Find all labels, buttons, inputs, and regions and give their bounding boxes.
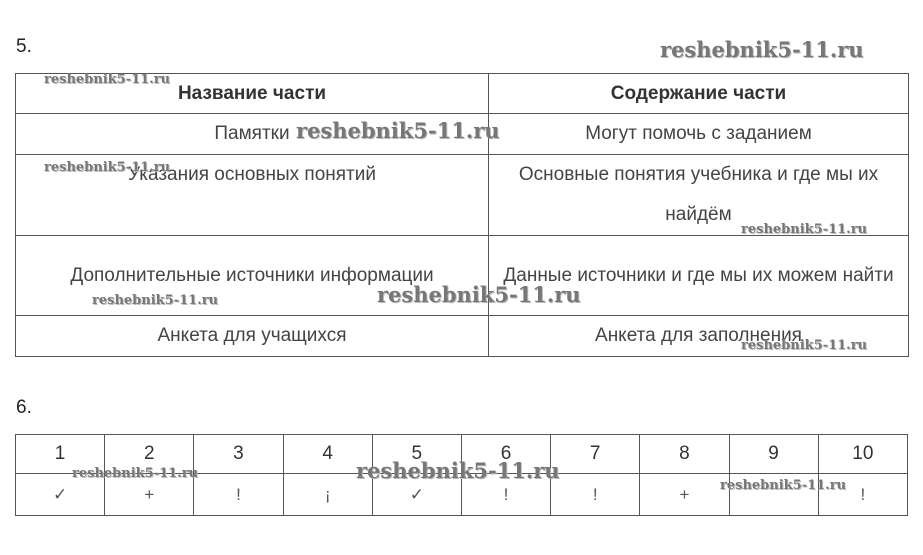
table-cell: Дополнительные источники информации: [16, 236, 489, 316]
answer-mark: !: [818, 474, 907, 516]
table-cell: Могут помочь с заданием: [489, 114, 909, 155]
answer-mark: !: [551, 474, 640, 516]
watermark: reshebnik5-11.ru: [741, 222, 868, 237]
answer-mark: ✓: [372, 474, 461, 516]
answer-mark: ✓: [16, 474, 105, 516]
watermark: reshebnik5-11.ru: [296, 118, 500, 143]
answer-mark: +: [105, 474, 194, 516]
watermark: reshebnik5-11.ru: [741, 338, 868, 353]
table-cell: Анкета для учащихся: [16, 316, 489, 357]
column-number: 4: [283, 435, 372, 474]
watermark: reshebnik5-11.ru: [72, 466, 199, 481]
answer-mark: [729, 474, 818, 516]
task-5-table: [15, 73, 909, 357]
table-cell: Указания основных понятий: [16, 155, 489, 236]
watermark: reshebnik5-11.ru: [377, 282, 581, 307]
column-number: 2: [105, 435, 194, 474]
watermark: reshebnik5-11.ru: [720, 478, 847, 493]
task-6-number: 6.: [16, 397, 32, 418]
table-cell: Основные понятия учебника и где мы их найдём: [489, 155, 909, 236]
column-number: 6: [461, 435, 550, 474]
watermark: reshebnik5-11.ru: [44, 160, 171, 175]
answer-mark: !: [461, 474, 550, 516]
task-6-table: [15, 434, 908, 516]
answer-mark: ¡: [283, 474, 372, 516]
answer-mark: +: [640, 474, 729, 516]
column-number: 10: [818, 435, 907, 474]
watermark: reshebnik5-11.ru: [92, 293, 219, 308]
column-number: 9: [729, 435, 818, 474]
table-cell: Памятки: [16, 114, 489, 155]
column-number: 5: [372, 435, 461, 474]
watermark: reshebnik5-11.ru: [44, 72, 171, 87]
column-number: 1: [16, 435, 105, 474]
answer-mark: !: [194, 474, 283, 516]
table-cell: Анкета для заполнения: [489, 316, 909, 357]
column-number: 7: [551, 435, 640, 474]
watermark: reshebnik5-11.ru: [356, 458, 560, 483]
watermark: reshebnik5-11.ru: [660, 37, 864, 62]
column-number: 3: [194, 435, 283, 474]
task-5-number: 5.: [16, 36, 32, 57]
column-number: 8: [640, 435, 729, 474]
column-header-part-content: Содержание части: [489, 74, 909, 114]
column-header-part-name: Название части: [16, 74, 489, 114]
table-cell: Данные источники и где мы их можем найти: [489, 236, 909, 316]
